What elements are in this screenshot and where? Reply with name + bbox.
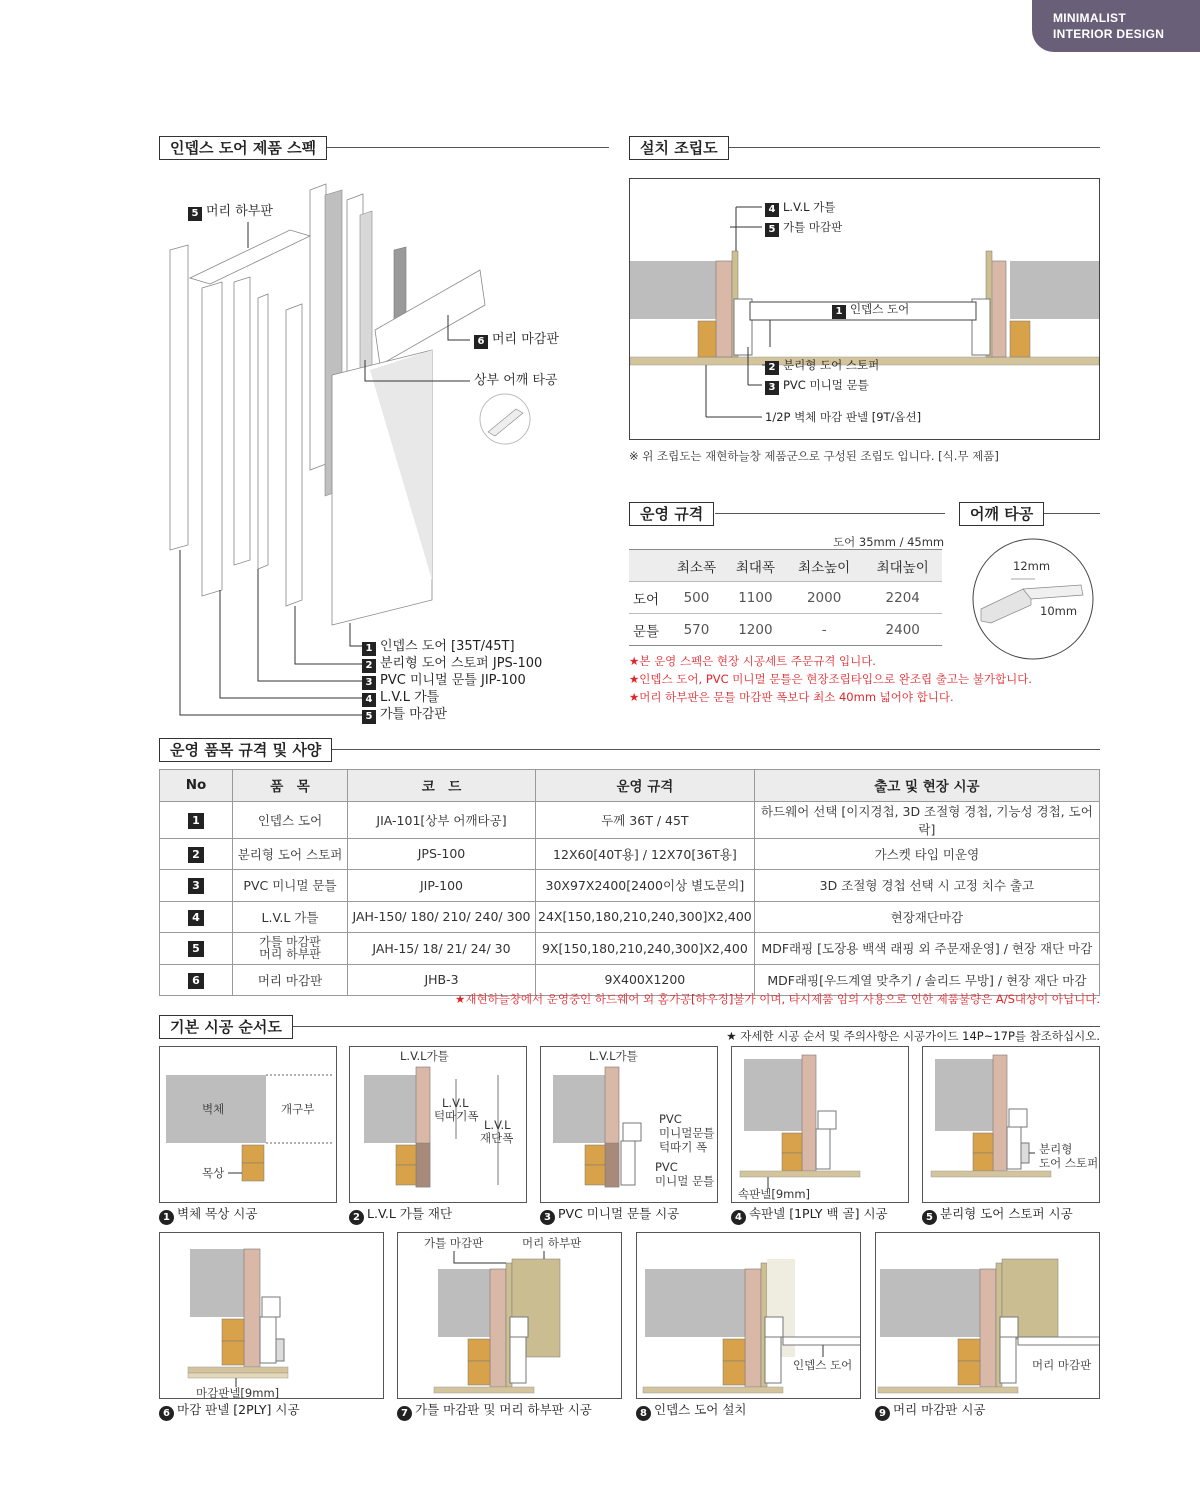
- badge-line1: MINIMALIST: [1053, 11, 1126, 25]
- num-badge: 2: [362, 659, 376, 673]
- step-caption-text: 인뎁스 도어 설치: [654, 1402, 747, 1417]
- step-caption: [397, 1402, 592, 1421]
- s5-l1: 분리형: [1039, 1142, 1073, 1156]
- table-cell: [233, 933, 348, 965]
- step-caption: [636, 1402, 746, 1421]
- step-num: 1: [159, 1210, 174, 1225]
- table-cell: 분리형 도어 스토퍼: [233, 838, 348, 870]
- step-caption: [159, 1402, 300, 1421]
- s2-b1: L.V.L: [484, 1118, 511, 1132]
- s3-p3: 턱따기 폭: [659, 1140, 708, 1154]
- step-caption-text: 마감 판넬 [2PLY] 시공: [177, 1402, 300, 1417]
- table-cell: 1200: [726, 614, 785, 646]
- step-num: 9: [875, 1406, 890, 1421]
- step-6-drawing: [160, 1233, 384, 1399]
- table-cell: [160, 838, 233, 870]
- shoulder-dim-2: 10mm: [1040, 604, 1078, 618]
- num-badge: 5: [188, 207, 202, 221]
- label-head-lower: [188, 204, 273, 221]
- operation-note: ★인뎁스 도어, PVC 미니멀 문틀은 현장조립타입으로 완조립 출고는 불가합니다.: [629, 672, 1032, 686]
- assembly-panel-label: 1/2P 벽체 마감 판넬 [9T/옵션]: [765, 410, 922, 424]
- table-cell: JHB-3: [348, 964, 536, 996]
- table-cell: [160, 964, 233, 996]
- table-cell: PVC 미니멀 문틀: [233, 870, 348, 902]
- step-caption: [875, 1402, 985, 1421]
- step-caption-text: 벽체 목상 시공: [177, 1206, 258, 1221]
- num-badge: 5: [188, 941, 204, 957]
- assembly-label-text: PVC 미니멀 문틀: [783, 378, 869, 392]
- spec-callout-text: PVC 미니멀 문틀 JIP-100: [380, 673, 526, 688]
- num-badge: 3: [188, 878, 204, 894]
- table-cell: 두께 36T / 45T: [536, 801, 755, 838]
- label-shoulder: 상부 어깨 타공: [474, 373, 558, 388]
- s6-panel: 마감판넬[9mm]: [196, 1386, 280, 1399]
- step-9-drawing: [876, 1233, 1100, 1399]
- table-cell: JAH-150/ 180/ 210/ 240/ 300: [348, 901, 536, 933]
- step-7-diagram: [397, 1232, 622, 1399]
- assembly-label-text: L.V.L 가틀: [783, 200, 836, 214]
- table-cell: [160, 870, 233, 902]
- step-num: 7: [397, 1406, 412, 1421]
- section-title-steps: 기본 시공 순서도: [159, 1015, 293, 1039]
- assembly-label-text: 가틀 마감판: [783, 220, 843, 234]
- table-header: 출고 및 현장 시공: [754, 770, 1099, 802]
- step-num: 8: [636, 1406, 651, 1421]
- table-header: No: [160, 770, 233, 802]
- table-cell: 12X60[40T용] / 12X70[36T용]: [536, 838, 755, 870]
- num-badge: 1: [362, 642, 376, 656]
- table-cell: 2400: [863, 614, 942, 646]
- section-rule: [715, 513, 945, 514]
- step-caption-text: 머리 마감판 시공: [893, 1402, 986, 1417]
- step-num: 6: [159, 1406, 174, 1421]
- shoulder-dim-1: 12mm: [1013, 559, 1051, 573]
- table-cell: 인뎁스 도어: [233, 801, 348, 838]
- assembly-label-text: 인뎁스 도어: [850, 302, 910, 316]
- s4-panel: 속판넬[9mm]: [738, 1187, 811, 1201]
- table-cell: 가스켓 타입 미운영: [754, 838, 1099, 870]
- table-cell: 현장재단마감: [754, 901, 1099, 933]
- s5-l2: 도어 스토퍼: [1039, 1156, 1099, 1170]
- table-header: [629, 550, 667, 582]
- step-9-diagram: [875, 1232, 1100, 1399]
- spec-callout-text: 가틀 마감판: [380, 707, 447, 722]
- step-8-diagram: [636, 1232, 861, 1399]
- table-cell: [160, 933, 233, 965]
- table-row: [160, 901, 1100, 933]
- num-badge: 1: [188, 813, 204, 829]
- table-cell: 2204: [863, 582, 942, 614]
- s2-a2: 턱따기폭: [434, 1109, 479, 1123]
- table-row: [160, 933, 1100, 965]
- step-2-diagram: [349, 1046, 527, 1203]
- step-1-drawing: [160, 1047, 337, 1203]
- table-row: [160, 870, 1100, 902]
- spec-callout-text: L.V.L 가틀: [380, 690, 440, 705]
- operation-unit: 도어 35mm / 45mm: [833, 535, 945, 549]
- s1-wall: 벽체: [202, 1102, 225, 1116]
- step-4-diagram: [731, 1046, 909, 1203]
- table-cell: 24X[150,180,210,240,300]X2,400: [536, 901, 755, 933]
- step-1-diagram: [159, 1046, 337, 1203]
- step-caption: [159, 1206, 257, 1225]
- table-header: 운영 규격: [536, 770, 755, 802]
- cell-line: 머리 하부판: [259, 947, 321, 962]
- num-badge: 5: [362, 710, 376, 724]
- table-cell: 1100: [726, 582, 785, 614]
- section-title-items: 운영 품목 규격 및 사양: [159, 738, 332, 762]
- table-cell: 머리 마감판: [233, 964, 348, 996]
- step-num: 4: [731, 1210, 746, 1225]
- step-caption-text: 분리형 도어 스토퍼 시공: [940, 1206, 1073, 1221]
- step-caption: [349, 1206, 452, 1225]
- num-badge: 1: [832, 305, 846, 319]
- step-caption: [540, 1206, 679, 1225]
- table-cell: 3D 조절형 경첩 선택 시 고정 치수 출고: [754, 870, 1099, 902]
- table-cell: -: [785, 614, 864, 646]
- step-num: 2: [349, 1210, 364, 1225]
- step-5-diagram: [922, 1046, 1100, 1203]
- table-header-row: [629, 550, 942, 582]
- assembly-label: [765, 220, 842, 237]
- operation-note: ★머리 하부판은 문틀 마감판 폭보다 최소 40mm 넓어야 합니다.: [629, 690, 954, 704]
- items-table: [159, 769, 1100, 996]
- table-row: [160, 801, 1100, 838]
- s2-a1: L.V.L: [442, 1096, 469, 1110]
- num-badge: 4: [765, 203, 779, 217]
- table-cell: MDF래핑[우드계열 맞추기 / 솔리드 무방] / 현장 재단 마감: [754, 964, 1099, 996]
- num-badge: 5: [765, 223, 779, 237]
- s3-q1: PVC: [655, 1160, 678, 1174]
- section-title-shoulder: 어깨 타공: [959, 502, 1044, 526]
- assembly-label-text: 분리형 도어 스토퍼: [783, 358, 880, 372]
- assembly-label: [832, 302, 909, 319]
- brand-badge: [1032, 0, 1200, 52]
- table-cell: [160, 801, 233, 838]
- table-cell: MDF래핑 [도장용 백색 래핑 외 주문재운영] / 현장 재단 마감: [754, 933, 1099, 965]
- s3-p1: PVC: [659, 1112, 682, 1126]
- table-row: [629, 582, 942, 614]
- table-row: [160, 838, 1100, 870]
- table-cell: 하드웨어 선택 [이지경첩, 3D 조절형 경첩, 기능성 경첩, 도어락]: [754, 801, 1099, 838]
- step-caption-text: L.V.L 가틀 재단: [367, 1206, 453, 1221]
- step-num: 5: [922, 1210, 937, 1225]
- num-badge: 2: [188, 847, 204, 863]
- items-footnote: ★재현하늘창에서 운영중인 하드웨어 외 홈가공[하우징]불가 이며, 타시제품 임의 사용으로 인한 제품불량은 A/S대상이 아닙니다.: [455, 992, 1100, 1006]
- spec-callout: [362, 673, 526, 690]
- section-rule: [326, 147, 609, 148]
- table-header: 최대폭: [726, 550, 785, 582]
- table-header: 최소폭: [667, 550, 726, 582]
- table-header: 최소높이: [785, 550, 864, 582]
- table-cell: L.V.L 가틀: [233, 901, 348, 933]
- table-cell: 2000: [785, 582, 864, 614]
- table-row: [160, 964, 1100, 996]
- step-7-drawing: [398, 1233, 622, 1399]
- step-caption-text: 가틀 마감판 및 머리 하부판 시공: [415, 1402, 592, 1417]
- step-caption: [731, 1206, 888, 1225]
- s3-q2: 미니멀 문틀: [655, 1174, 715, 1188]
- operation-table: [629, 549, 942, 646]
- label-head-cover-text: 머리 마감판: [492, 332, 559, 347]
- s3-top: L.V.L가틀: [589, 1049, 638, 1063]
- step-6-diagram: [159, 1232, 384, 1399]
- num-badge: 4: [188, 910, 204, 926]
- spec-callout: [362, 690, 439, 707]
- cell-line: 가틀 마감판: [259, 935, 321, 950]
- spec-callout: [362, 707, 447, 724]
- table-cell: [160, 901, 233, 933]
- assembly-label: [765, 358, 879, 375]
- num-badge: 6: [188, 973, 204, 989]
- shoulder-detail-diagram: [971, 537, 1095, 661]
- table-cell: 문틀: [629, 614, 667, 646]
- table-cell: 500: [667, 582, 726, 614]
- section-title-operation: 운영 규격: [629, 502, 714, 526]
- spec-callout-text: 분리형 도어 스토퍼 JPS-100: [380, 656, 543, 671]
- num-badge: 3: [362, 676, 376, 690]
- s9-head: 머리 마감판: [1032, 1358, 1092, 1372]
- section-title-spec: 인뎁스 도어 제품 스펙: [159, 136, 327, 160]
- assembly-note: ※ 위 조립도는 재현하늘창 제품군으로 구성된 조립도 입니다. [식.무 제품]: [629, 449, 999, 463]
- table-cell: JAH-15/ 18/ 21/ 24/ 30: [348, 933, 536, 965]
- s7-b: 머리 하부판: [522, 1236, 582, 1250]
- num-badge: 3: [765, 381, 779, 395]
- s8-door: 인뎁스 도어: [793, 1358, 853, 1372]
- section-rule: [292, 1026, 1100, 1027]
- table-cell: 9X400X1200: [536, 964, 755, 996]
- table-row: [629, 614, 942, 646]
- step-num: 3: [540, 1210, 555, 1225]
- num-badge: 6: [474, 335, 488, 349]
- step-5-drawing: [923, 1047, 1100, 1203]
- step-caption-text: 속판넬 [1PLY 백 골] 시공: [749, 1206, 888, 1221]
- table-cell: JIA-101[상부 어깨타공]: [348, 801, 536, 838]
- assembly-label: [765, 200, 835, 217]
- table-cell: JPS-100: [348, 838, 536, 870]
- spec-callout-text: 인뎁스 도어 [35T/45T]: [380, 639, 515, 654]
- table-cell: 570: [667, 614, 726, 646]
- table-header: 품 목: [233, 770, 348, 802]
- s3-p2: 미니멀문틀: [659, 1126, 715, 1140]
- label-head-lower-text: 머리 하부판: [206, 204, 273, 219]
- section-rule: [330, 749, 1100, 750]
- table-cell: 도어: [629, 582, 667, 614]
- section-rule: [1043, 513, 1100, 514]
- s2-b2: 재단폭: [480, 1131, 514, 1145]
- s1-opening: 개구부: [281, 1102, 315, 1116]
- spec-callout: [362, 656, 542, 673]
- table-header: 최대높이: [863, 550, 942, 582]
- spec-callout: [362, 639, 515, 656]
- s7-a: 가틀 마감판: [424, 1236, 484, 1250]
- operation-note: ★본 운영 스펙은 현장 시공세트 주문규격 입니다.: [629, 654, 876, 668]
- table-header-row: [160, 770, 1100, 802]
- table-header: 코 드: [348, 770, 536, 802]
- badge-line2: INTERIOR DESIGN: [1053, 27, 1165, 41]
- label-head-cover: [474, 332, 559, 349]
- table-cell: 30X97X2400[2400이상 별도문의]: [536, 870, 755, 902]
- step-3-diagram: [540, 1046, 718, 1203]
- num-badge: 2: [765, 361, 779, 375]
- section-rule: [729, 147, 1100, 148]
- s1-stud: 목상: [202, 1166, 225, 1180]
- steps-note: ★ 자세한 시공 순서 및 주의사항은 시공가이드 14P~17P를 참조하십시오.: [726, 1029, 1100, 1043]
- step-4-drawing: [732, 1047, 909, 1203]
- table-cell: JIP-100: [348, 870, 536, 902]
- table-cell: 9X[150,180,210,240,300]X2,400: [536, 933, 755, 965]
- num-badge: 4: [362, 693, 376, 707]
- s2-top: L.V.L가틀: [400, 1049, 449, 1063]
- section-title-assembly: 설치 조립도: [629, 136, 729, 160]
- assembly-label: [765, 378, 869, 395]
- step-caption-text: PVC 미니멀 문틀 시공: [558, 1206, 680, 1221]
- step-8-drawing: [637, 1233, 861, 1399]
- step-caption: [922, 1206, 1073, 1225]
